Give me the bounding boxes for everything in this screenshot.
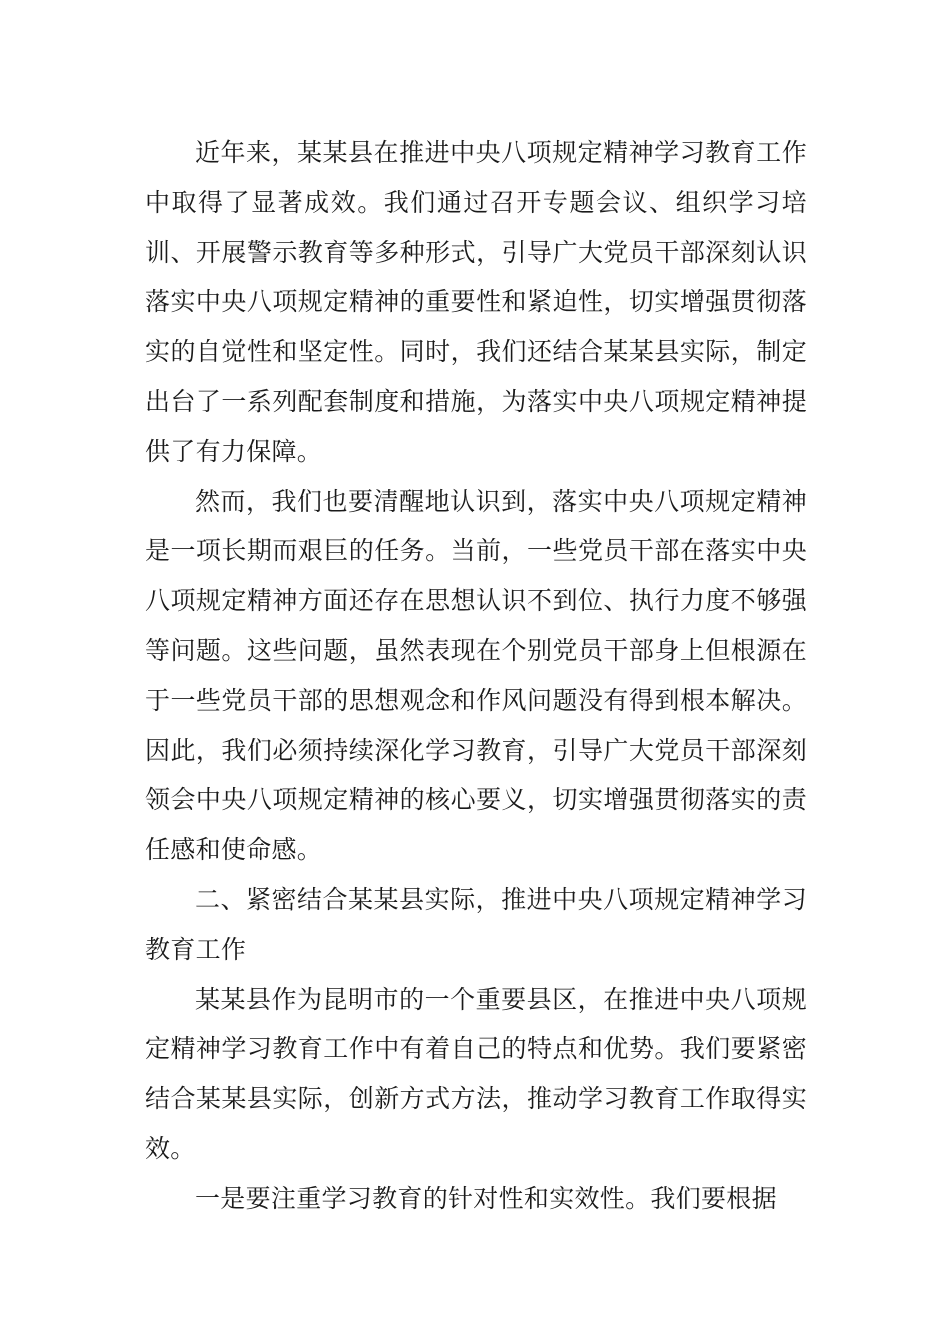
paragraph-point-one: 一是要注重学习教育的针对性和实效性。我们要根据 — [195, 1183, 777, 1213]
paragraph-county-context: 某某县作为昆明市的一个重要县区，在推进中央八项规定精神学习教育工作中有着自己的特点和优势。我们要紧密结合某某县实际，创新方式方法，推动学习教育工作取得实效。 — [145, 984, 807, 1163]
document-body — [145, 128, 807, 1224]
paragraph-intro-achievements: 近年来，某某县在推进中央八项规定精神学习教育工作中取得了显著成效。我们通过召开专题会议、组织学习培训、开展警示教育等多种形式，引导广大党员干部深刻认识落实中央八项规定精神的重要性和紧迫性，切实增强贯彻落实的自觉性和坚定性。同时，我们还结合某某县实际，制定出台了一系列配套制度和措施，为落实中央八项规定精神提供了有力保障。 — [145, 138, 807, 466]
paragraph-challenges: 然而，我们也要清醒地认识到，落实中央八项规定精神是一项长期而艰巨的任务。当前，一些党员干部在落实中央八项规定精神方面还存在思想认识不到位、执行力度不够强等问题。这些问题，虽然表现在个别党员干部身上但根源在于一些党员干部的思想观念和作风问题没有得到根本解决。因此，我们必须持续深化学习教育，引导广大党员干部深刻领会中央八项规定精神的核心要义，切实增强贯彻落实的责任感和使命感。 — [145, 486, 807, 865]
section-heading-2: 二、紧密结合某某县实际，推进中央八项规定精神学习教育工作 — [145, 884, 807, 964]
